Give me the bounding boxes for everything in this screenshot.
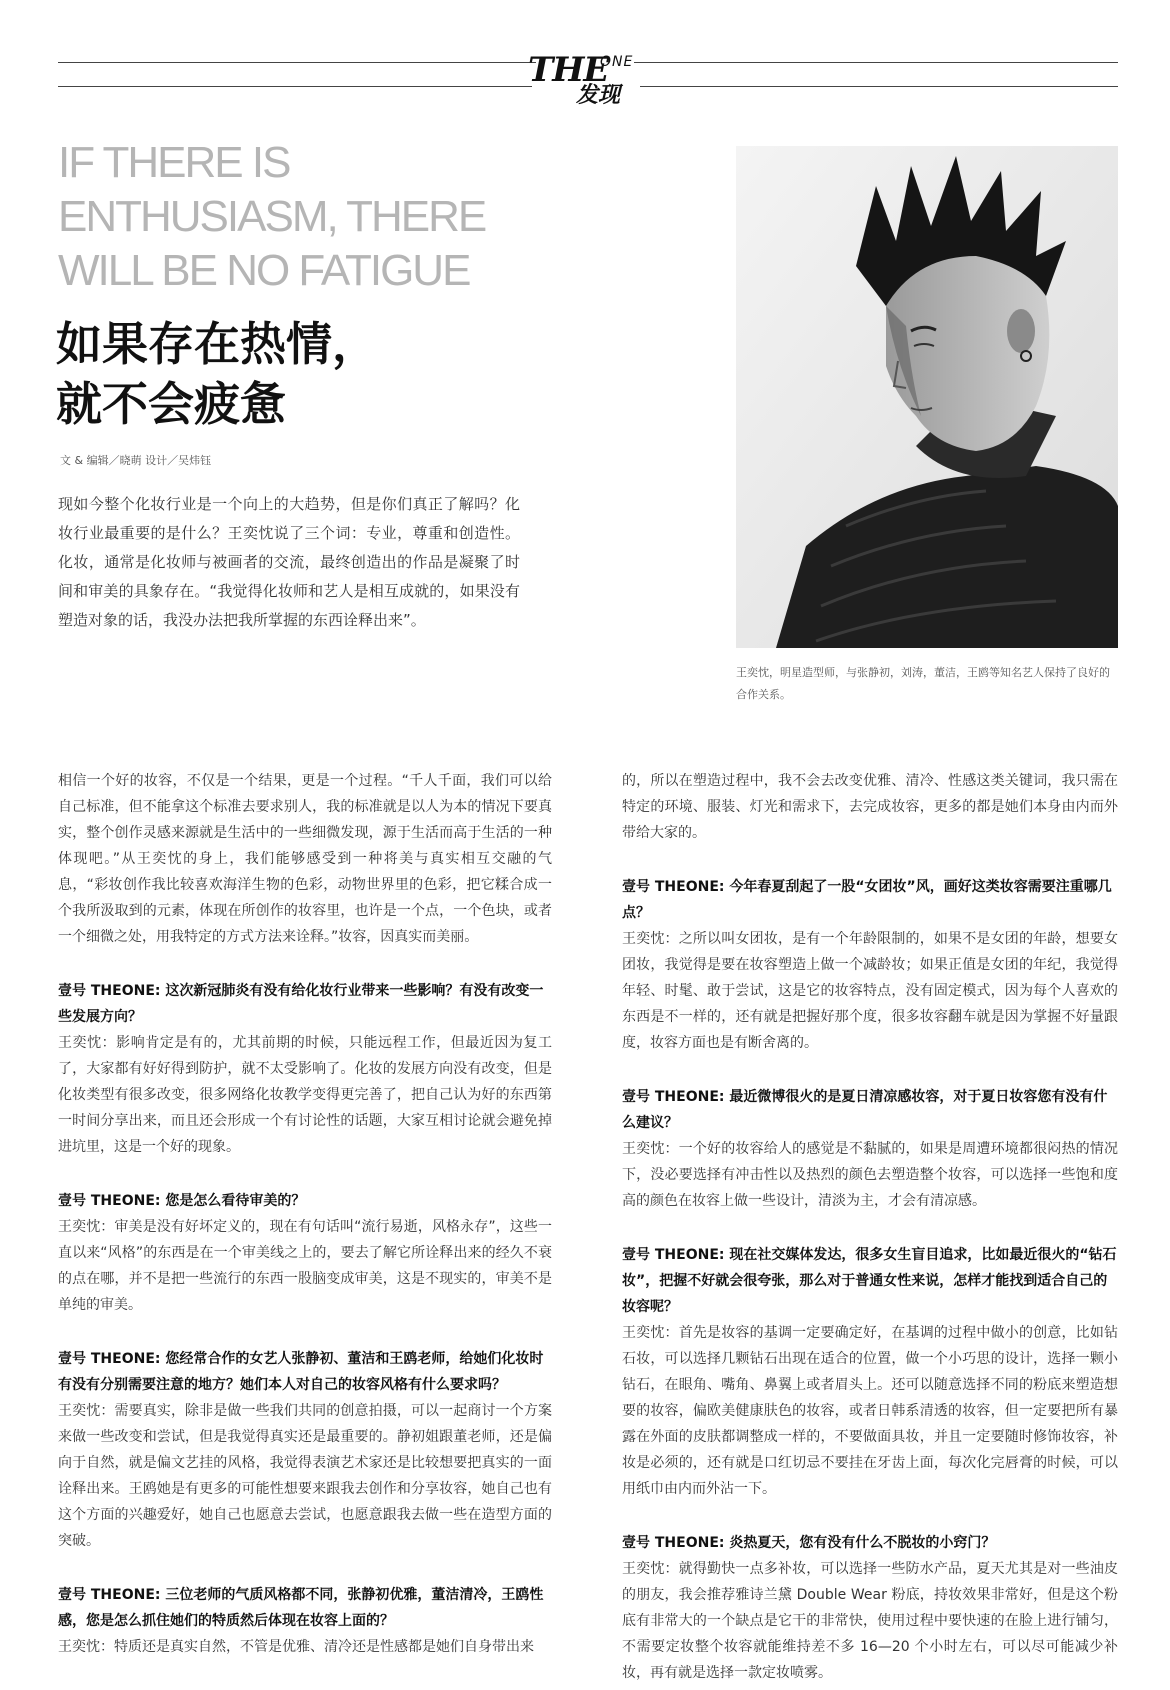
english-title-line: ENTHUSIASM, THERE: [58, 192, 486, 241]
left-column: [58, 768, 552, 1660]
qa-block: [622, 874, 1118, 1056]
question: 壹号 THEONE: 最近微博很火的是夏日清凉感妆容，对于夏日妆容您有没有什么建议？: [622, 1089, 1108, 1131]
question: 壹号 THEONE: 这次新冠肺炎有没有给化妆行业带来一些影响？有没有改变一些发展方向？: [58, 983, 544, 1025]
answer: 王奕忱：需要真实，除非是做一些我们共同的创意拍摄，可以一起商讨一个方案来做一些改变和尝试，但是我觉得真实还是最重要的。静初姐跟董老师，还是偏向于自然，就是偏文艺挂的风格，我觉得表演艺术家还是比较想要把真实的一面诠释出来。王鸥她是有更多的可能性想要来跟我去创作和分享妆容，她自己也有这个方面的兴趣爱好，她自己也愿意去尝试，也愿意跟我去做一些在造型方面的突破。: [58, 1403, 552, 1549]
question: 壹号 THEONE: 三位老师的气质风格都不同，张静初优雅，董洁清冷，王鸥性感，您是怎么抓住她们的特质然后体现在妆容上面的？: [58, 1587, 544, 1629]
masthead-rule-bottom-left: [58, 86, 532, 87]
chinese-title-line: 如果存在热情，: [56, 317, 378, 371]
qa-block: [58, 1346, 552, 1554]
magazine-logo: [528, 50, 638, 110]
continuation-paragraph: 的，所以在塑造过程中，我不会去改变优雅、清冷、性感这类关键词，我只需在特定的环境、服装、灯光和需求下，去完成妆容，更多的都是她们本身由内而外带给大家的。: [622, 773, 1118, 841]
masthead-rule-top-left: [58, 62, 536, 63]
answer: 王奕忱：就得勤快一点多补妆，可以选择一些防水产品，夏天尤其是对一些油皮的朋友，我会推荐雅诗兰黛 Double Wear 粉底，持妆效果非常好，但是这个粉底有非常大的一个缺点是它干的非常快，使用过程中要快速的在脸上进行铺匀，不需要定妆整个妆容就能维持差不多 16—20 个小时左右，可以尽可能减少补妆，再有就是选择一款定妆喷雾。: [622, 1561, 1118, 1681]
masthead-rule-top-right: [634, 62, 1118, 63]
qa-block: [58, 1188, 552, 1318]
question: 壹号 THEONE: 您经常合作的女艺人张静初、董洁和王鸥老师，给她们化妆时有没有分别需要注意的地方？她们本人对自己的妆容风格有什么要求吗？: [58, 1351, 544, 1393]
chinese-title: [56, 314, 576, 434]
english-title: [58, 136, 578, 298]
article-credits: 文 & 编辑／晓萌 设计／吴炜钰: [60, 454, 212, 467]
intro-paragraph: 现如今整个化妆行业是一个向上的大趋势，但是你们真正了解吗？化妆行业最重要的是什么？王奕忱说了三个词：专业，尊重和创造性。化妆，通常是化妆师与被画者的交流，最终创造出的作品是凝聚了时间和审美的具象存在。“我觉得化妆师和艺人是相互成就的，如果没有塑造对象的话，我没办法把我所掌握的东西诠释出来”。: [58, 495, 520, 629]
question: 壹号 THEONE: 现在社交媒体发达，很多女生盲目追求，比如最近很火的“钻石妆”，把握不好就会很夸张，那么对于普通女性来说，怎样才能找到适合自己的妆容呢？: [622, 1247, 1117, 1315]
answer: 王奕忱：影响肯定是有的，尤其前期的时候，只能远程工作，但最近因为复工了，大家都有好好得到防护，就不太受影响了。化妆的发展方向没有改变，但是化妆类型有很多改变，很多网络化妆教学变得更完善了，把自己认为好的东西第一时间分享出来，而且还会形成一个有讨论性的话题，大家互相讨论就会避免掉进坑里，这是一个好的现象。: [58, 1035, 552, 1155]
photo-caption: 王奕忱，明星造型师，与张静初，刘涛，董洁，王鸥等知名艺人保持了良好的合作关系。: [736, 666, 1110, 701]
logo-the: THE: [528, 50, 609, 90]
answer: 王奕忱：特质还是真实自然，不管是优雅、清冷还是性感都是她们自身带出来: [58, 1639, 534, 1655]
qa-block: [622, 1084, 1118, 1214]
answer: 王奕忱：之所以叫女团妆，是有一个年龄限制的，如果不是女团的年龄，想要女团妆，我觉得是要在妆容塑造上做一个减龄妆；如果正值是女团的年纪，我觉得年轻、时髦、敢于尝试，这是它的妆容特点，没有固定模式，因为每个人喜欢的东西是不一样的，还有就是把握好那个度，很多妆容翻车就是因为掌握不好量跟度，妆容方面也是有断舍离的。: [622, 931, 1118, 1051]
qa-block: [58, 978, 552, 1160]
answer: 王奕忱：一个好的妆容给人的感觉是不黏腻的，如果是周遭环境都很闷热的情况下，没必要选择有冲击性以及热烈的颜色去塑造整个妆容，可以选择一些饱和度高的颜色在妆容上做一些设计，清淡为主，才会有清凉感。: [622, 1141, 1118, 1209]
question: 壹号 THEONE: 今年春夏刮起了一股“女团妆”风，画好这类妆容需要注重哪几点？: [622, 879, 1112, 921]
portrait-photo: [736, 146, 1118, 648]
answer: 王奕忱：首先是妆容的基调一定要确定好，在基调的过程中做小的创意，比如钻石妆，可以选择几颗钻石出现在适合的位置，做一个小巧思的设计，选择一颗小钻石，在眼角、嘴角、鼻翼上或者眉头上。还可以随意选择不同的粉底来塑造想要的妆容，偏欧美健康肤色的妆容，或者日韩系清透的妆容，但一定要把所有暴露在外面的皮肤都调整成一样的，不要做面具妆，并且一定要随时修饰妆容，补妆是必须的，还有就是口红切忌不要挂在牙齿上面，每次化完唇膏的时候，可以用纸巾由内而外沾一下。: [622, 1325, 1118, 1497]
english-title-line: WILL BE NO FATIGUE: [58, 246, 470, 295]
logo-one: ONE: [600, 54, 634, 70]
answer: 王奕忱：审美是没有好坏定义的，现在有句话叫“流行易逝，风格永存”，这些一直以来“风格”的东西是在一个审美线之上的，要去了解它所诠释出来的经久不衰的点在哪，并不是把一些流行的东西一股脑变成审美，这是不现实的，审美不是单纯的审美。: [58, 1219, 552, 1313]
question: 壹号 THEONE: 您是怎么看待审美的？: [58, 1193, 306, 1209]
right-column: [622, 768, 1118, 1686]
chinese-title-line: 就不会疲惫: [56, 377, 286, 431]
qa-block: [58, 1582, 552, 1660]
logo-section-name: 发现: [576, 83, 621, 108]
opening-paragraph: 相信一个好的妆容，不仅是一个结果，更是一个过程。“千人千面，我们可以给自己标准，但不能拿这个标准去要求别人，我的标准就是以人为本的情况下要真实，整个创作灵感来源就是生活中的一些细微发现，源于生活而高于生活的一种体现吧。”从王奕忱的身上，我们能够感受到一种将美与真实相互交融的气息，“彩妆创作我比较喜欢海洋生物的色彩，动物世界里的色彩，把它糅合成一个我所汲取到的元素，体现在所创作的妆容里，也许是一个点，一个色块，或者一个细微之处，用我特定的方式方法来诠释。”妆容，因真实而美丽。: [58, 773, 552, 945]
qa-block: [622, 1242, 1118, 1502]
english-title-line: IF THERE IS: [58, 138, 290, 187]
qa-block: [622, 1530, 1118, 1686]
masthead-rule-bottom-right: [640, 86, 1118, 87]
question: 壹号 THEONE: 炎热夏天，您有没有什么不脱妆的小窍门？: [622, 1535, 996, 1551]
